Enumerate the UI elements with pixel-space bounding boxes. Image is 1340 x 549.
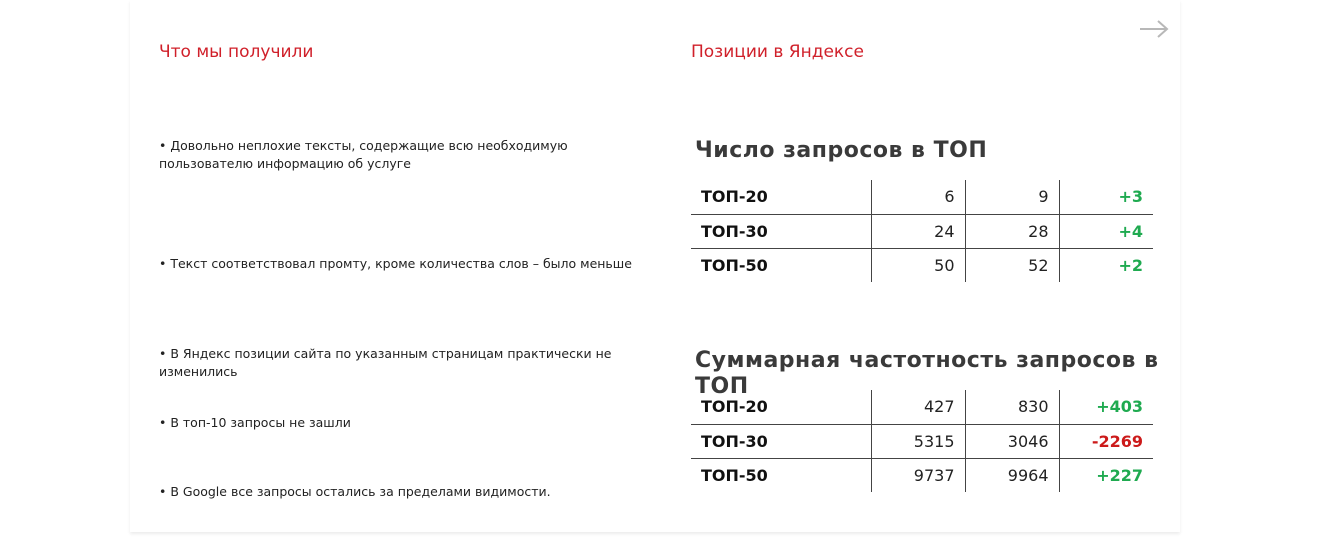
bullet-item: • В топ-10 запросы не зашли	[159, 415, 351, 430]
value-after: 52	[965, 248, 1059, 282]
table-row	[691, 424, 1153, 458]
section-title-results: Что мы получили	[159, 42, 314, 62]
value-before: 24	[871, 214, 965, 248]
table-heading-total-frequency: Суммарная частотность запросов в ТОП	[695, 348, 1159, 399]
value-before: 427	[871, 390, 965, 424]
total-frequency-table	[691, 390, 1153, 492]
arrow-right-icon[interactable]	[1138, 18, 1170, 40]
value-delta: -2269	[1059, 424, 1153, 458]
row-label: ТОП-30	[691, 214, 871, 248]
value-after: 830	[965, 390, 1059, 424]
value-before: 9737	[871, 458, 965, 492]
table-heading-query-count: Число запросов в ТОП	[695, 138, 988, 163]
value-delta: +2	[1059, 248, 1153, 282]
value-before: 50	[871, 248, 965, 282]
value-before: 5315	[871, 424, 965, 458]
bullet-item: • В Google все запросы остались за пределами видимости.	[159, 484, 551, 499]
table-row	[691, 458, 1153, 492]
value-before: 6	[871, 180, 965, 214]
row-label: ТОП-50	[691, 248, 871, 282]
row-label: ТОП-30	[691, 424, 871, 458]
bullet-item: • Довольно неплохие тексты, содержащие всю необходимую пользователю информацию об услуге	[159, 138, 568, 171]
value-after: 9964	[965, 458, 1059, 492]
row-label: ТОП-50	[691, 458, 871, 492]
value-delta: +227	[1059, 458, 1153, 492]
value-delta: +3	[1059, 180, 1153, 214]
table-row	[691, 214, 1153, 248]
value-after: 28	[965, 214, 1059, 248]
section-title-yandex-positions: Позиции в Яндексе	[691, 42, 864, 62]
bullet-item: • В Яндекс позиции сайта по указанным страницам практически не изменились	[159, 346, 612, 379]
value-after: 3046	[965, 424, 1059, 458]
row-label: ТОП-20	[701, 187, 768, 207]
value-after: 9	[965, 180, 1059, 214]
value-delta: +403	[1059, 390, 1153, 424]
value-delta: +4	[1059, 214, 1153, 248]
bullet-item: • Текст соответствовал промту, кроме количества слов – было меньше	[159, 256, 632, 271]
table-row	[691, 180, 1153, 214]
table-row	[691, 390, 1153, 424]
table-row	[691, 248, 1153, 282]
query-count-table	[691, 180, 1153, 282]
row-label: ТОП-20	[701, 397, 768, 417]
